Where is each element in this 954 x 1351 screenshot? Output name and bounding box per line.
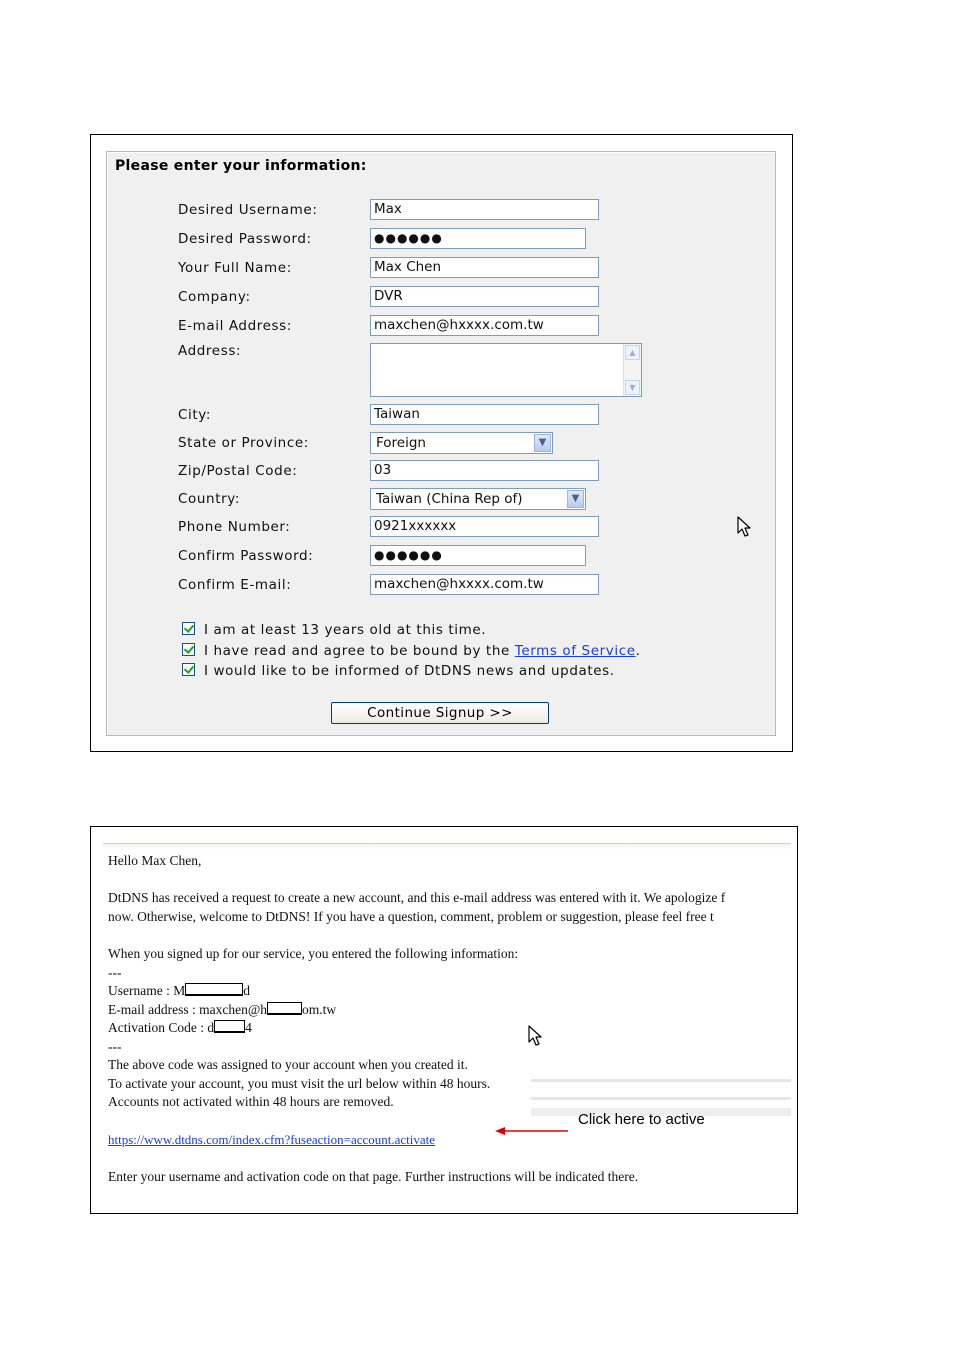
phone-input[interactable]: 0921xxxxxx <box>370 516 599 537</box>
username-row-tail: d <box>243 983 250 998</box>
email-separator: --- <box>108 965 122 980</box>
city-label: City: <box>178 407 212 423</box>
news-checkbox-label: I would like to be informed of DtDNS news and updates. <box>204 663 615 679</box>
password-label: Desired Password: <box>178 231 312 247</box>
email-row-label: E-mail address : maxchen@h <box>108 1002 268 1017</box>
news-checkbox[interactable] <box>182 663 195 676</box>
confirm-email-label: Confirm E-mail: <box>178 577 292 593</box>
terms-checkbox-label: I have read and agree to be bound by the <box>204 643 515 659</box>
signup-screenshot <box>90 134 793 752</box>
email-label: E-mail Address: <box>178 318 292 334</box>
company-input[interactable]: DVR <box>370 286 599 307</box>
mouse-cursor-icon <box>528 1025 546 1049</box>
email-header-divider <box>103 843 791 850</box>
mouse-cursor-icon <box>737 516 755 540</box>
confirm-password-label: Confirm Password: <box>178 548 314 564</box>
email-username-line <box>108 983 250 999</box>
email-intro-line-1: DtDNS has received a request to create a new account, and this e-mail address was entered with it. We apologize f <box>108 890 726 905</box>
email-row-tail: om.tw <box>302 1002 337 1017</box>
username-label: Desired Username: <box>178 202 318 218</box>
terms-of-service-link[interactable]: Terms of Service <box>514 643 636 659</box>
news-checkbox-row[interactable] <box>182 663 615 679</box>
confirm-email-input[interactable]: maxchen@hxxxx.com.tw <box>370 574 599 595</box>
full-name-label: Your Full Name: <box>178 260 292 276</box>
zip-input[interactable]: 03 <box>370 460 599 481</box>
address-label: Address: <box>178 343 242 359</box>
redaction-box <box>185 983 243 996</box>
age-checkbox[interactable] <box>182 622 195 635</box>
scan-stripe <box>531 1097 791 1100</box>
email-line-activate: To activate your account, you must visit the url below within 48 hours. <box>108 1076 491 1091</box>
terms-checkbox-row[interactable] <box>182 643 641 659</box>
email-address-line <box>108 1002 336 1018</box>
chevron-down-icon[interactable]: ▼ <box>534 434 551 452</box>
email-intro-line-2: now. Otherwise, welcome to DtDNS! If you have a question, comment, problem or suggestion, please feel free t <box>108 909 714 924</box>
username-input[interactable]: Max <box>370 199 599 220</box>
code-row-tail: 4 <box>245 1020 252 1035</box>
email-input[interactable]: maxchen@hxxxx.com.tw <box>370 315 599 336</box>
code-row-label: Activation Code : d <box>108 1020 215 1035</box>
email-info-intro: When you signed up for our service, you entered the following information: <box>108 946 519 961</box>
password-input[interactable]: ●●●●●● <box>370 228 586 249</box>
activation-link[interactable]: https://www.dtdns.com/index.cfm?fuseaction=account.activate <box>108 1132 436 1147</box>
red-arrow-icon <box>495 1126 569 1136</box>
signup-form-panel <box>106 151 776 736</box>
activation-email-screenshot <box>90 826 798 1214</box>
country-select[interactable] <box>370 488 586 510</box>
redaction-box <box>214 1020 245 1033</box>
terms-checkbox[interactable] <box>182 643 195 656</box>
email-separator-2: --- <box>108 1039 122 1054</box>
scan-stripe <box>531 1079 791 1082</box>
country-label: Country: <box>178 491 240 507</box>
address-textarea[interactable] <box>370 343 642 397</box>
state-select-value: Foreign <box>376 435 426 451</box>
full-name-input[interactable]: Max Chen <box>370 257 599 278</box>
username-row-label: Username : M <box>108 983 186 998</box>
confirm-password-input[interactable]: ●●●●●● <box>370 545 586 566</box>
phone-label: Phone Number: <box>178 519 291 535</box>
state-select[interactable] <box>370 432 553 454</box>
continue-signup-button[interactable]: Continue Signup >> <box>331 702 549 724</box>
zip-label: Zip/Postal Code: <box>178 463 298 479</box>
age-checkbox-row[interactable] <box>182 622 486 638</box>
redaction-box <box>267 1002 302 1015</box>
address-scrollbar[interactable] <box>623 344 641 396</box>
email-closing: Enter your username and activation code on that page. Further instructions will be indicated there. <box>108 1169 639 1184</box>
chevron-down-icon[interactable]: ▼ <box>567 490 584 508</box>
email-code-line <box>108 1020 252 1036</box>
annotation-text: Click here to active <box>578 1111 705 1128</box>
scroll-up-icon[interactable]: ▲ <box>625 345 640 360</box>
state-label: State or Province: <box>178 435 309 451</box>
email-greeting: Hello Max Chen, <box>108 853 202 868</box>
company-label: Company: <box>178 289 251 305</box>
city-input[interactable]: Taiwan <box>370 404 599 425</box>
age-checkbox-label: I am at least 13 years old at this time. <box>204 622 487 638</box>
terms-checkbox-label-end: . <box>635 643 641 659</box>
email-line-removed: Accounts not activated within 48 hours are removed. <box>108 1094 394 1109</box>
form-heading: Please enter your information: <box>115 158 367 174</box>
country-select-value: Taiwan (China Rep of) <box>376 491 523 507</box>
scroll-down-icon[interactable]: ▼ <box>625 380 640 395</box>
email-line-assigned: The above code was assigned to your account when you created it. <box>108 1057 468 1072</box>
